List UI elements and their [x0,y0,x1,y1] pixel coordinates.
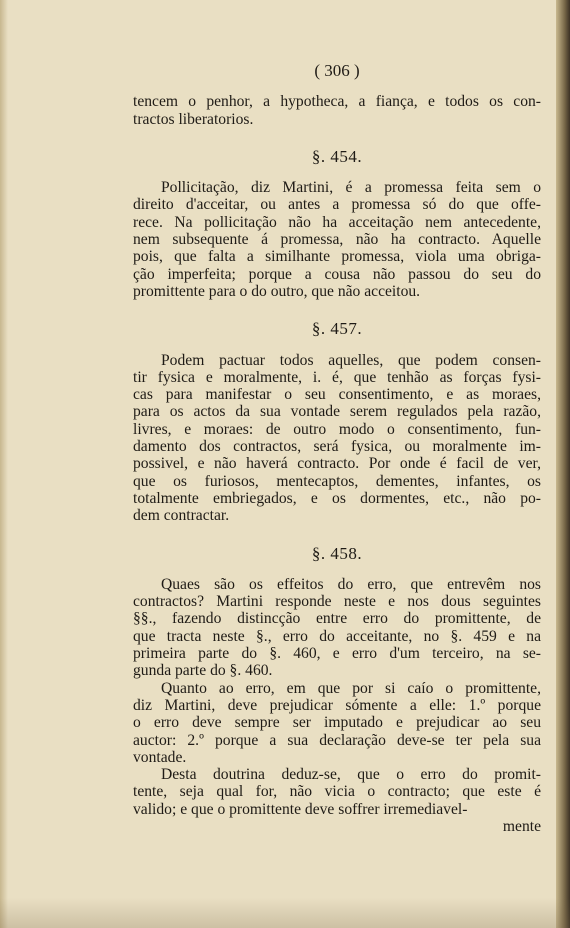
paragraph [133,179,541,300]
text-line: §§., fazendo distincção entre erro do promittente, de [133,610,541,628]
text-line: valido; e que o promittente deve soffrer irremediavel- [133,800,468,818]
text-line: tractos liberatorios. [133,110,254,128]
section-heading: §. 457. [311,319,363,339]
text-line: contractos? Martini responde neste e nos dous seguintes [133,593,541,611]
text-line: possivel, e não haverá contracto. Por onde é facil de ver, [133,455,541,473]
text-line: Podem pactuar todos aquelles, que podem consen- [161,351,541,369]
paragraph [133,766,541,818]
text-line: Pollicitação, diz Martini, é a promessa feita sem o [161,179,541,197]
page-number: ( 306 ) [314,61,360,80]
text-line: diz Martini, deve prejudicar sómente a elle: 1.º porque [133,696,541,714]
text-line: auctor: 2.º porque a sua declaração deve-se ter pela sua [133,731,541,749]
text-line: totalmente embriegados, e os dormentes, etc., não po- [133,489,541,507]
text-line: dem contractar. [133,507,230,525]
book-spine [556,0,570,928]
text-line: vontade. [133,748,187,766]
section-heading: §. 458. [311,543,363,563]
paragraph [133,93,541,128]
text-line: tente, seja qual for, não vicia o contracto; que este é [133,783,541,801]
text-line: direito d'acceitar, ou antes a promessa só do que offe- [133,196,541,214]
paragraph [133,352,541,525]
section-heading: §. 454. [311,146,363,166]
page-body [133,93,541,835]
catchword: mente [502,817,541,835]
text-line: o erro deve sempre ser imputado e prejudicar ao seu [133,714,541,732]
text-line: tencem o penhor, a hypotheca, a fiança, e todos os con- [133,93,541,111]
text-line: livres, e moraes: de outro modo o consentimento, fun- [133,420,541,438]
text-line: Desta doutrina deduz-se, que o erro do promit- [161,766,541,784]
text-line: cas para manifestar o seu consentimento, e as moraes, [133,386,541,404]
text-line: nem subsequente á promessa, não ha contracto. Aquelle [133,231,541,249]
text-line: Quaes são os effeitos do erro, que entrevêm nos [161,575,541,593]
page-edge [0,0,8,928]
text-line: gunda parte do §. 460. [133,662,273,680]
paragraph [133,680,541,766]
text-line: primeira parte do §. 460, e erro d'um terceiro, na se- [133,645,541,663]
text-line: que tracta neste §., erro do acceitante, no §. 459 e na [133,627,541,645]
page-shadow [0,898,570,928]
text-line: Quanto ao erro, em que por si caío o promittente, [161,679,541,697]
text-line: promittente para o do outro, que não acceitou. [133,282,421,300]
text-line: que os furiosos, mentecaptos, dementes, infantes, os [133,472,541,490]
paragraph [133,576,541,680]
page-text [133,62,541,835]
text-line: damento dos contractos, será fysica, ou moralmente im- [133,438,541,456]
text-line: ção imperfeita; porque a cousa não passou do seu do [133,265,541,283]
text-line: pois, que falta a similhante promessa, viola uma obriga- [133,248,541,266]
text-line: rece. Na pollicitação não ha acceitação nem antecedente, [133,213,541,231]
text-line: tir fysica e moralmente, i. é, que tenhão as forças fysi- [133,368,541,386]
text-line: para os actos da sua vontade serem regulados pela razão, [133,403,541,421]
